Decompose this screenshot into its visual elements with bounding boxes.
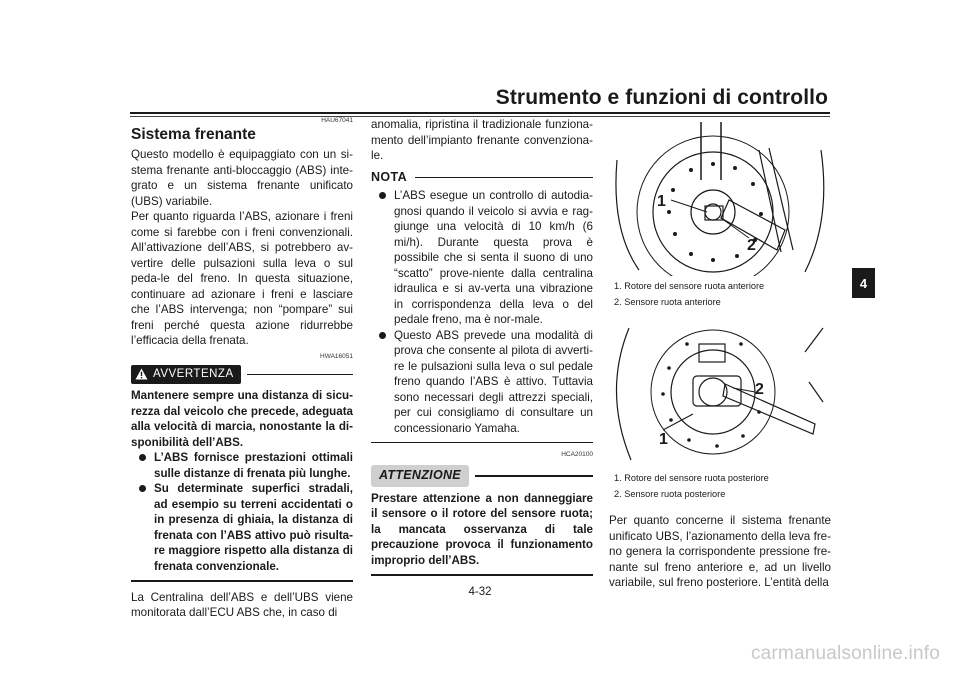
paragraph: La Centralina dell’ABS e dell’UBS viene monitorata dall’ECU ABS che, in caso di [131,590,353,619]
header-rule [130,112,830,114]
note-header [371,170,593,186]
attention-end-rule [371,574,593,576]
paragraph: anomalia, ripristina il tradizionale funziona-mento dell’impianto frenante convenziona-le. [371,118,593,162]
attention-text: Prestare attenzione a non danneggiare il sensore o il rotore del sensore ruota; la mancata osservanza di tale precauzione provoca il funzionamento improprio dell’ABS. [371,491,593,567]
attention-header [371,465,593,487]
callout-label: 2 [755,381,764,398]
note-rule [415,177,593,178]
callout-label: 1 [657,193,666,210]
column-3-text [609,513,831,591]
paragraph: Per quanto concerne il sistema frenante unificato UBS, l’azionamento della leva fre-no genera la corrispondente pressione fre-nante sul freno anteriore e, ad un livello variabile, sul freno posteriore. L’entità della [609,514,831,589]
figure-rear-wheel [609,322,831,502]
callout-label: 2 [747,237,756,254]
figure-caption [609,278,831,310]
page-header-title: Strumento e funzioni di controllo [495,86,828,109]
bullet-icon [379,192,386,199]
bullet-icon [139,454,146,461]
warning-triangle-icon [135,368,148,380]
note-end-rule [371,442,593,443]
list-item: Su determinate superfici stradali, ad esempio su terreni accidentati o in presenza di ghiaia, la distanza di frenata con l’ABS attivo può risulta-re maggiore rispetto alla distanza di frenata convenzionale. [131,481,353,574]
page-number: 4-32 [468,586,492,598]
caption-line: 2. Sensore ruota anteriore [614,297,721,307]
figure-front-wheel [609,120,831,310]
warning-label: AVVERTENZA [153,367,234,380]
note-bullets [371,188,593,436]
caption-line: 1. Rotore del sensore ruota posteriore [614,473,769,483]
chapter-tab: 4 [852,268,875,298]
note-label: NOTA [371,169,408,184]
attention-badge: ATTENZIONE [371,465,469,487]
warning-rule [247,374,353,376]
warning-text: Mantenere sempre una distanza di sicu-rezza dal veicolo che precede, adeguata alla velocità di marcia, nonostante la di-sponibilità dell’ABS. [131,389,353,449]
rear-wheel-illustration [609,322,831,464]
warning-bullets [131,450,353,574]
warning-code: HWA16051 [320,352,353,360]
section-heading: Sistema frenante [131,126,256,143]
bullet-icon [379,332,386,339]
caption-line: 1. Rotore del sensore ruota anteriore [614,281,765,291]
warning-badge [131,365,241,385]
watermark: carmanualsonline.info [750,643,940,664]
warning-header [131,365,353,385]
list-item: Questo ABS prevede una modalità di prova che consente al pilota di avverti-re le pulsazioni sulla leva o sul pedale freno quando l’ABS è attivo. Tuttavia sono necessari degli attrezzi speciali, per cui consigliamo di consultare un concessionario Yamaha. [371,328,593,437]
column-2 [371,117,593,584]
attention-code: HCA20100 [561,451,593,458]
column-1 [131,117,353,621]
bullet-icon [139,485,146,492]
attention-rule [475,475,593,477]
list-item: L’ABS fornisce prestazioni ottimali sulle distanze di frenata più lunghe. [131,450,353,481]
list-item: L’ABS esegue un controllo di autodia-gnosi quando il veicolo si avvia e rag-giunge una velocità di 10 km/h (6 mi/h). Durante questa prova è possibile che si senta il suono di uno “scatto” prove-niente dalla centralina idraulica e si av-verta una vibrazione in corrispondenza della leva o del pedale freno, ma è nor-male. [371,188,593,328]
callout-label: 1 [659,431,668,448]
paragraph: Questo modello è equipaggiato con un si-stema frenante anti-bloccaggio (ABS) inte-grato e un sistema frenante unificato (UBS) variabile. [131,148,353,208]
warning-end-rule [131,580,353,582]
section-code: HAU67041 [321,117,353,124]
paragraph: Per quanto riguarda l’ABS, azionare i freni come si farebbe con i freni convenzionali. All’attivazione dell’ABS, si potrebbero av-vertire delle pulsazioni sulla leva o sul peda-le del freno. In questa situazione, continuare ad azionare i freni e lasciare che l’ABS intervenga; non “pompare” sui freni perché questa azione ridurrebbe l’efficacia della frenata. [131,210,353,347]
caption-line: 2. Sensore ruota posteriore [614,489,726,499]
figure-caption [609,470,831,502]
front-wheel-illustration [609,120,831,276]
